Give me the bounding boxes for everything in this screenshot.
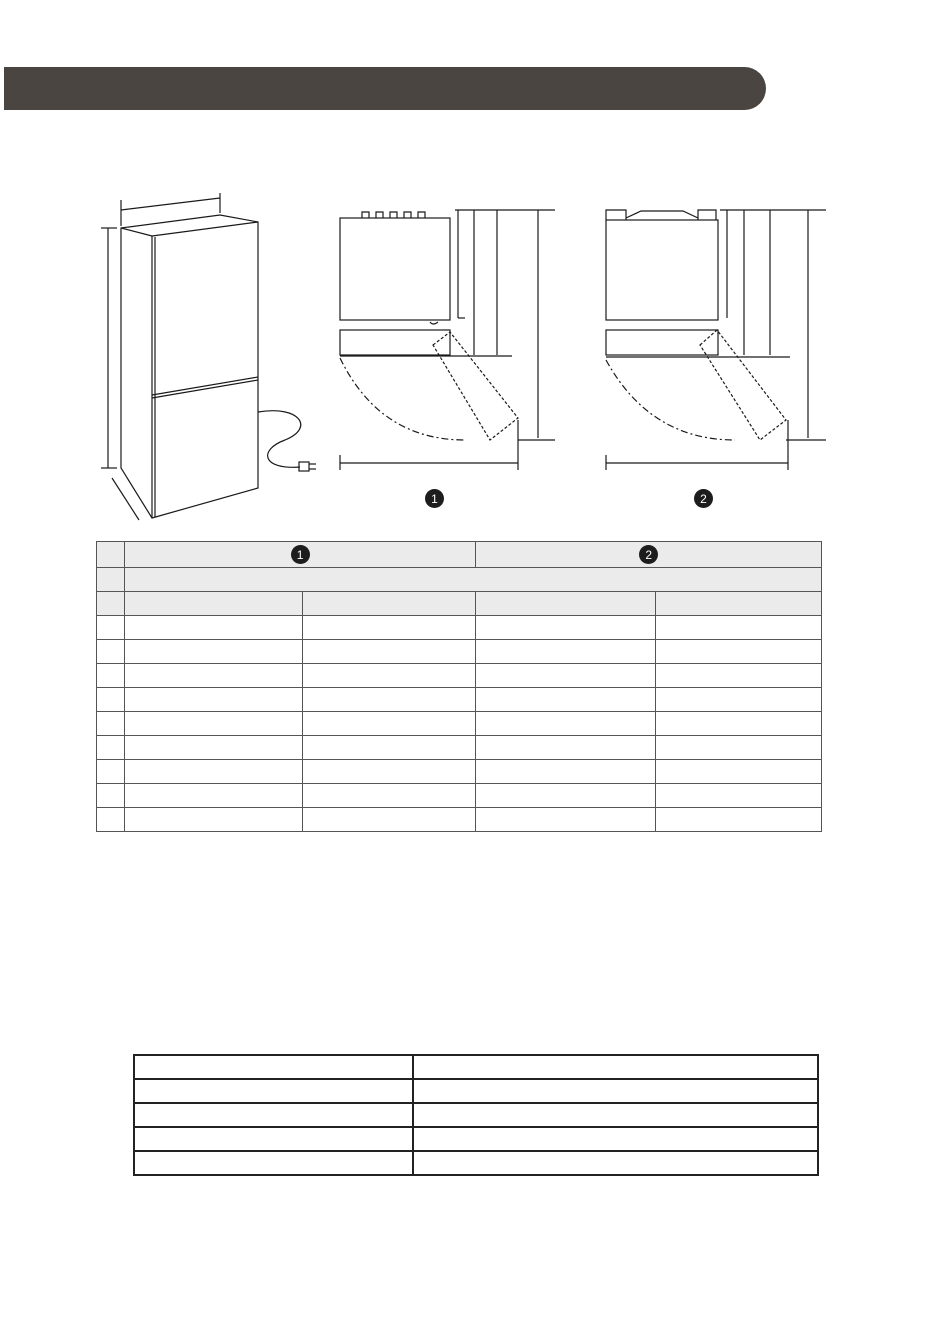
table-header-figure-2: 2 <box>476 542 822 568</box>
table-row <box>97 808 822 832</box>
figure-2-badge: 2 <box>694 489 713 508</box>
table-row <box>97 688 822 712</box>
side-view-figure-2 <box>606 210 826 470</box>
table-row <box>97 616 822 640</box>
figure-1-label <box>425 489 444 508</box>
side-view-figure-1 <box>340 210 555 470</box>
table-row <box>97 760 822 784</box>
clearance-table <box>133 1054 819 1176</box>
fridge-perspective-drawing <box>101 193 316 520</box>
table-row <box>97 640 822 664</box>
figure-1-badge: 1 <box>425 489 444 508</box>
table-row <box>134 1055 818 1079</box>
table-header-figure-1: 1 <box>124 542 476 568</box>
figure-2-label <box>694 489 713 508</box>
dimension-diagrams <box>0 0 950 540</box>
table-row <box>97 784 822 808</box>
table-row <box>134 1127 818 1151</box>
table-column-header-row <box>97 592 822 616</box>
table-subheader-row <box>97 568 822 592</box>
dimensions-table <box>96 541 822 832</box>
table-header-row <box>97 542 822 568</box>
table-row <box>134 1103 818 1127</box>
table-row <box>97 736 822 760</box>
table-row <box>134 1079 818 1103</box>
table-row <box>97 712 822 736</box>
table-row <box>134 1151 818 1175</box>
table-row <box>97 664 822 688</box>
